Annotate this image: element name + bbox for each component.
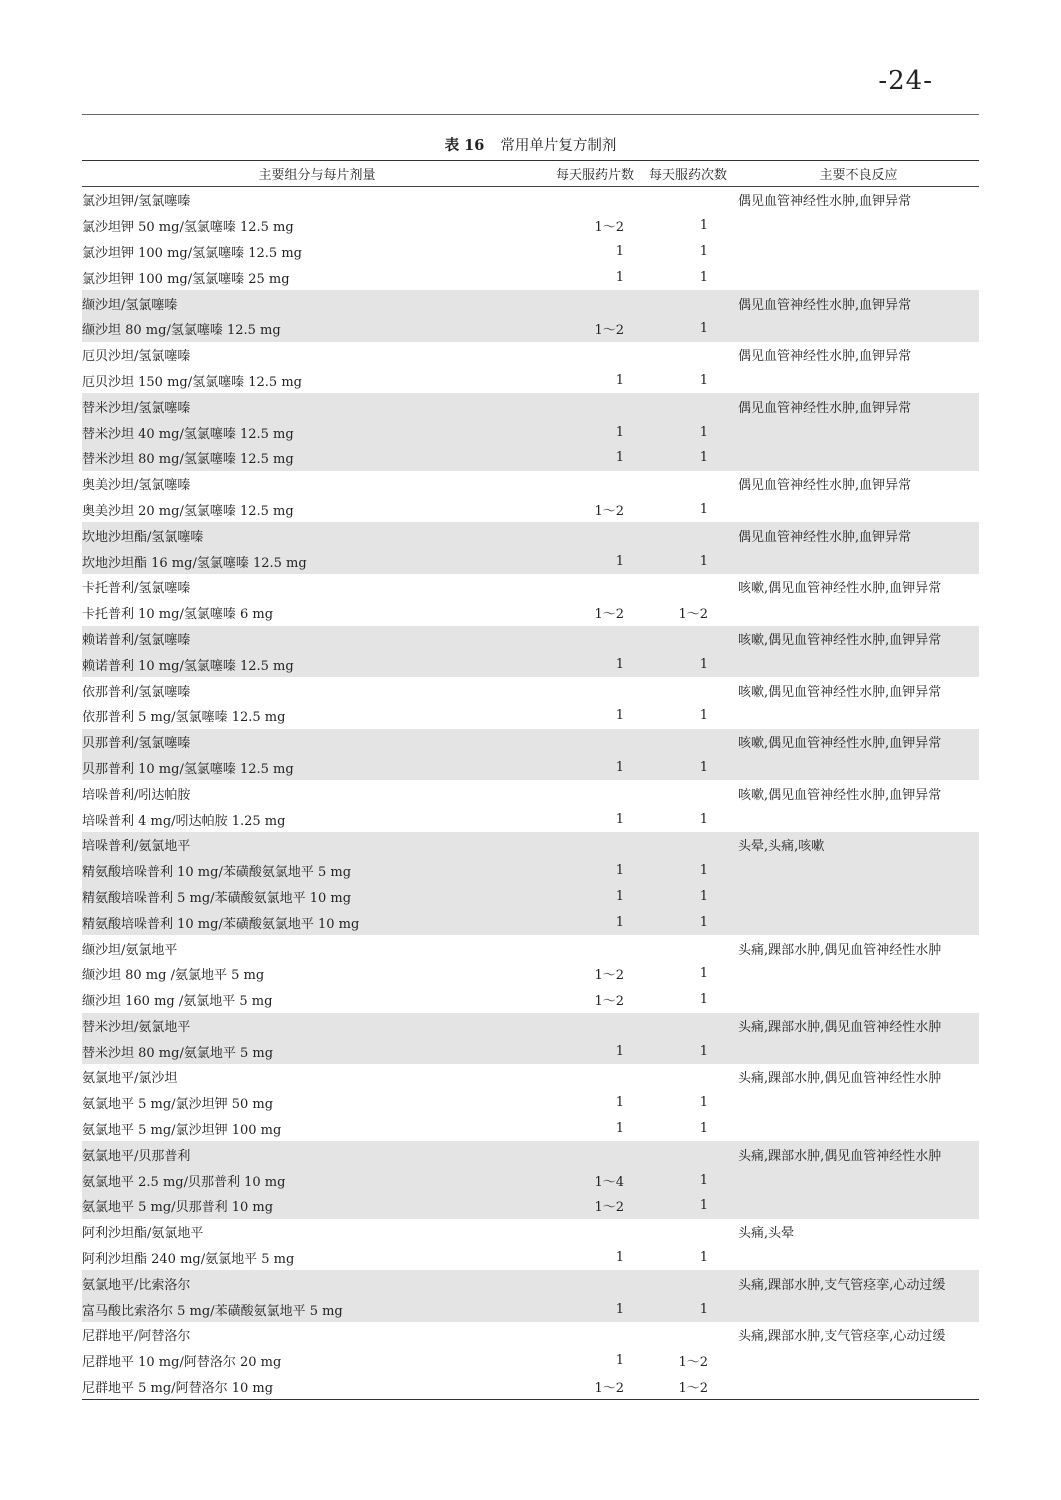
- dose-name: 缬沙坦 160 mg /氨氯地平 5 mg: [82, 994, 273, 1010]
- adverse-empty: [738, 909, 979, 935]
- doses-per-day: 1: [638, 755, 738, 781]
- table-row: [82, 961, 979, 987]
- group-frequency-empty: [638, 780, 738, 806]
- adverse-empty: [738, 703, 979, 729]
- tablets-per-day: 1～2: [594, 994, 624, 1010]
- drug-group: [82, 729, 979, 781]
- group-tablets-empty: [552, 393, 638, 419]
- adverse-empty: [738, 264, 979, 290]
- group-frequency-empty: [638, 393, 738, 419]
- header-tablets-per-day: 每天服药片数: [552, 161, 638, 187]
- group-tablets-empty: [552, 290, 638, 316]
- adverse-empty: [738, 1374, 979, 1400]
- table-row: [82, 1348, 979, 1374]
- group-header-row: [82, 1322, 979, 1348]
- dose-name: 替米沙坦 80 mg/氢氯噻嗪 12.5 mg: [82, 445, 552, 471]
- group-frequency-empty: [638, 626, 738, 652]
- group-frequency-empty: [638, 1013, 738, 1039]
- tablets-per-day: 1: [615, 1095, 624, 1111]
- table-number: 表 16: [444, 137, 485, 154]
- tablets-per-day: 1～2: [594, 968, 624, 984]
- doses-per-day: 1: [638, 316, 738, 342]
- adverse-empty: [738, 497, 979, 523]
- group-frequency-empty: [638, 522, 738, 548]
- adverse-empty: [738, 987, 979, 1013]
- group-name: 替米沙坦/氢氯噻嗪: [82, 393, 552, 419]
- group-header-row: [82, 1219, 979, 1245]
- drug-group: [82, 677, 979, 729]
- adverse-empty: [738, 1296, 979, 1322]
- doses-per-day: 1: [699, 1250, 708, 1266]
- drug-group: [82, 1064, 979, 1141]
- dose-name: 阿利沙坦酯 240 mg/氨氯地平 5 mg: [82, 1252, 295, 1268]
- tablets-per-day: 1: [615, 1353, 624, 1369]
- table-row: [82, 1296, 979, 1322]
- group-frequency-empty: [638, 1064, 738, 1090]
- group-tablets-empty: [552, 780, 638, 806]
- table-row: [82, 368, 979, 394]
- table-row: [82, 1116, 979, 1142]
- adverse-empty: [738, 651, 979, 677]
- table-title: [82, 134, 979, 155]
- tablets-per-day: 1: [615, 372, 624, 388]
- dose-name: 替米沙坦 40 mg/氢氯噻嗪 12.5 mg: [82, 419, 552, 445]
- tablets-per-day: 1: [552, 419, 638, 445]
- table-row: [82, 213, 979, 239]
- group-frequency-empty: [638, 729, 738, 755]
- group-tablets-empty: [552, 187, 638, 213]
- group-name: 培哚普利/氨氯地平: [82, 832, 552, 858]
- drug-group: [82, 471, 979, 523]
- group-name: 氨氯地平/比索洛尔: [82, 1270, 552, 1296]
- tablets-per-day: 1: [615, 1250, 624, 1266]
- group-header-row: [82, 626, 979, 652]
- tablets-per-day: 1: [552, 651, 638, 677]
- group-adverse-reaction: 咳嗽,偶见血管神经性水肿,血钾异常: [738, 581, 942, 597]
- adverse-empty: [738, 961, 979, 987]
- group-header-row: [82, 290, 979, 316]
- group-name: 氯沙坦钾/氢氯噻嗪: [82, 194, 191, 210]
- table-row: [82, 239, 979, 265]
- drug-group: [82, 935, 979, 1012]
- tablets-per-day: 1: [552, 755, 638, 781]
- page-number: -24-: [878, 66, 933, 96]
- header-rule: [82, 114, 979, 115]
- group-tablets-empty: [552, 1013, 638, 1039]
- adverse-empty: [738, 1090, 979, 1116]
- group-adverse-reaction: 偶见血管神经性水肿,血钾异常: [738, 194, 912, 210]
- drug-group: [82, 832, 979, 935]
- group-tablets-empty: [552, 832, 638, 858]
- tablets-per-day: 1～2: [552, 316, 638, 342]
- adverse-empty: [738, 213, 979, 239]
- dose-name: 氨氯地平 5 mg/贝那普利 10 mg: [82, 1193, 552, 1219]
- group-name: 奥美沙坦/氢氯噻嗪: [82, 478, 191, 494]
- drug-group: [82, 574, 979, 626]
- group-adverse-reaction: 偶见血管神经性水肿,血钾异常: [738, 478, 912, 494]
- group-header-row: [82, 1013, 979, 1039]
- group-tablets-empty: [552, 574, 638, 600]
- dose-name: 尼群地平 5 mg/阿替洛尔 10 mg: [82, 1381, 274, 1397]
- adverse-empty: [738, 755, 979, 781]
- group-adverse-reaction: 偶见血管神经性水肿,血钾异常: [738, 290, 979, 316]
- adverse-empty: [738, 419, 979, 445]
- adverse-empty: [738, 368, 979, 394]
- drug-group: [82, 780, 979, 832]
- table-row: [82, 806, 979, 832]
- group-header-row: [82, 471, 979, 497]
- doses-per-day: 1: [699, 372, 708, 388]
- tablets-per-day: 1～2: [594, 1381, 624, 1397]
- group-frequency-empty: [638, 290, 738, 316]
- doses-per-day: 1: [699, 708, 708, 724]
- dose-name: 精氨酸培哚普利 5 mg/苯磺酸氨氯地平 10 mg: [82, 884, 552, 910]
- drug-group: [82, 342, 979, 394]
- dose-name: 赖诺普利 10 mg/氢氯噻嗪 12.5 mg: [82, 651, 552, 677]
- group-frequency-empty: [638, 935, 738, 961]
- doses-per-day: 1: [638, 858, 738, 884]
- adverse-empty: [738, 1245, 979, 1271]
- adverse-empty: [738, 1167, 979, 1193]
- tablets-per-day: 1: [552, 548, 638, 574]
- group-tablets-empty: [552, 1064, 638, 1090]
- drug-group: [82, 1141, 979, 1218]
- drug-group: [82, 1322, 979, 1400]
- group-adverse-reaction: 头痛,踝部水肿,偶见血管神经性水肿: [738, 1141, 979, 1167]
- adverse-empty: [738, 445, 979, 471]
- table-row: [82, 987, 979, 1013]
- group-header-row: [82, 1064, 979, 1090]
- group-adverse-reaction: 头痛,踝部水肿,偶见血管神经性水肿: [738, 942, 942, 958]
- group-frequency-empty: [638, 1141, 738, 1167]
- tablets-per-day: 1: [552, 1296, 638, 1322]
- doses-per-day: 1: [699, 966, 708, 982]
- group-tablets-empty: [552, 342, 638, 368]
- dose-name: 氯沙坦钾 50 mg/氢氯噻嗪 12.5 mg: [82, 220, 294, 236]
- group-name: 缬沙坦/氨氯地平: [82, 942, 178, 958]
- group-frequency-empty: [638, 342, 738, 368]
- header-adverse-reactions: 主要不良反应: [738, 161, 979, 187]
- group-name: 氨氯地平/贝那普利: [82, 1141, 552, 1167]
- table-row: [82, 1090, 979, 1116]
- adverse-empty: [738, 1038, 979, 1064]
- tablets-per-day: 1～4: [552, 1167, 638, 1193]
- group-tablets-empty: [552, 522, 638, 548]
- tablets-per-day: 1～2: [552, 1193, 638, 1219]
- group-name: 阿利沙坦酯/氨氯地平: [82, 1226, 204, 1242]
- group-adverse-reaction: 头痛,头晕: [738, 1226, 795, 1242]
- table-row: [82, 1193, 979, 1219]
- group-adverse-reaction: 咳嗽,偶见血管神经性水肿,血钾异常: [738, 729, 979, 755]
- table-row: [82, 1374, 979, 1400]
- tablets-per-day: 1: [615, 269, 624, 285]
- group-tablets-empty: [552, 729, 638, 755]
- doses-per-day: 1～2: [678, 1355, 708, 1371]
- group-header-row: [82, 780, 979, 806]
- dose-name: 氨氯地平 5 mg/氯沙坦钾 100 mg: [82, 1123, 282, 1139]
- group-name: 氨氯地平/氯沙坦: [82, 1071, 178, 1087]
- doses-per-day: 1: [638, 445, 738, 471]
- adverse-empty: [738, 239, 979, 265]
- group-header-row: [82, 935, 979, 961]
- table-title-text: 常用单片复方制剂: [500, 138, 617, 154]
- group-name: 贝那普利/氢氯噻嗪: [82, 729, 552, 755]
- group-adverse-reaction: 头晕,头痛,咳嗽: [738, 832, 979, 858]
- header-components: 主要组分与每片剂量: [82, 161, 552, 187]
- group-adverse-reaction: 头痛,踝部水肿,偶见血管神经性水肿: [738, 1013, 979, 1039]
- drug-group: [82, 626, 979, 678]
- group-name: 培哚普利/吲达帕胺: [82, 787, 191, 803]
- group-adverse-reaction: 头痛,踝部水肿,偶见血管神经性水肿: [738, 1071, 942, 1087]
- group-header-row: [82, 187, 979, 213]
- drug-group: [82, 522, 979, 574]
- group-frequency-empty: [638, 1219, 738, 1245]
- table-row: [82, 1245, 979, 1271]
- group-name: 卡托普利/氢氯噻嗪: [82, 581, 191, 597]
- group-tablets-empty: [552, 1141, 638, 1167]
- dose-name: 富马酸比索洛尔 5 mg/苯磺酸氨氯地平 5 mg: [82, 1296, 552, 1322]
- table-row: [82, 419, 979, 445]
- tablets-per-day: 1～2: [594, 220, 624, 236]
- dose-name: 培哚普利 4 mg/吲达帕胺 1.25 mg: [82, 813, 286, 829]
- tablets-per-day: 1: [552, 858, 638, 884]
- group-adverse-reaction: 偶见血管神经性水肿,血钾异常: [738, 522, 979, 548]
- drug-group: [82, 290, 979, 342]
- drug-group: [82, 393, 979, 470]
- group-adverse-reaction: 头痛,踝部水肿,支气管痉挛,心动过缓: [738, 1329, 946, 1345]
- group-frequency-empty: [638, 832, 738, 858]
- tablets-per-day: 1: [552, 909, 638, 935]
- group-tablets-empty: [552, 471, 638, 497]
- group-name: 缬沙坦/氢氯噻嗪: [82, 290, 552, 316]
- dose-name: 氯沙坦钾 100 mg/氢氯噻嗪 25 mg: [82, 271, 290, 287]
- table-row: [82, 703, 979, 729]
- drug-group: [82, 1013, 979, 1065]
- dose-name: 替米沙坦 80 mg/氨氯地平 5 mg: [82, 1038, 552, 1064]
- tablets-per-day: 1: [552, 1038, 638, 1064]
- dose-name: 精氨酸培哚普利 10 mg/苯磺酸氨氯地平 5 mg: [82, 858, 552, 884]
- table-row: [82, 755, 979, 781]
- tablets-per-day: 1: [615, 708, 624, 724]
- dose-name: 缬沙坦 80 mg /氨氯地平 5 mg: [82, 968, 265, 984]
- group-adverse-reaction: 头痛,踝部水肿,支气管痉挛,心动过缓: [738, 1270, 979, 1296]
- group-tablets-empty: [552, 626, 638, 652]
- doses-per-day: 1～2: [678, 607, 708, 623]
- group-tablets-empty: [552, 935, 638, 961]
- group-header-row: [82, 677, 979, 703]
- dose-name: 贝那普利 10 mg/氢氯噻嗪 12.5 mg: [82, 755, 552, 781]
- table-row: [82, 858, 979, 884]
- doses-per-day: 1: [638, 651, 738, 677]
- doses-per-day: 1: [638, 1167, 738, 1193]
- group-adverse-reaction: 咳嗽,偶见血管神经性水肿,血钾异常: [738, 626, 979, 652]
- doses-per-day: 1: [638, 548, 738, 574]
- dose-name: 厄贝沙坦 150 mg/氢氯噻嗪 12.5 mg: [82, 374, 302, 390]
- table-row: [82, 1038, 979, 1064]
- group-name: 赖诺普利/氢氯噻嗪: [82, 626, 552, 652]
- tablets-per-day: 1: [615, 811, 624, 827]
- dose-name: 缬沙坦 80 mg/氢氯噻嗪 12.5 mg: [82, 316, 552, 342]
- group-header-row: [82, 1270, 979, 1296]
- doses-per-day: 1: [699, 1095, 708, 1111]
- adverse-empty: [738, 1348, 979, 1374]
- doses-per-day: 1: [699, 243, 708, 259]
- table-row: [82, 884, 979, 910]
- drug-group: [82, 1219, 979, 1271]
- dose-name: 坎地沙坦酯 16 mg/氢氯噻嗪 12.5 mg: [82, 548, 552, 574]
- adverse-empty: [738, 858, 979, 884]
- adverse-empty: [738, 1116, 979, 1142]
- group-name: 厄贝沙坦/氢氯噻嗪: [82, 349, 191, 365]
- table-header-row: [82, 161, 979, 187]
- table-row: [82, 264, 979, 290]
- dose-name: 尼群地平 10 mg/阿替洛尔 20 mg: [82, 1355, 282, 1371]
- group-name: 替米沙坦/氨氯地平: [82, 1013, 552, 1039]
- doses-per-day: 1: [638, 419, 738, 445]
- doses-per-day: 1: [638, 1296, 738, 1322]
- group-frequency-empty: [638, 677, 738, 703]
- dose-name: 氨氯地平 2.5 mg/贝那普利 10 mg: [82, 1167, 552, 1193]
- adverse-empty: [738, 600, 979, 626]
- header-doses-per-day: 每天服药次数: [638, 161, 738, 187]
- compound-drug-table: [82, 160, 979, 1400]
- group-adverse-reaction: 咳嗽,偶见血管神经性水肿,血钾异常: [738, 787, 942, 803]
- tablets-per-day: 1: [552, 445, 638, 471]
- group-name: 依那普利/氢氯噻嗪: [82, 684, 191, 700]
- group-adverse-reaction: 咳嗽,偶见血管神经性水肿,血钾异常: [738, 684, 942, 700]
- group-header-row: [82, 729, 979, 755]
- tablets-per-day: 1～2: [594, 503, 624, 519]
- doses-per-day: 1: [699, 269, 708, 285]
- group-frequency-empty: [638, 574, 738, 600]
- group-header-row: [82, 342, 979, 368]
- dose-name: 依那普利 5 mg/氢氯噻嗪 12.5 mg: [82, 710, 286, 726]
- doses-per-day: 1: [699, 501, 708, 517]
- group-name: 尼群地平/阿替洛尔: [82, 1329, 191, 1345]
- group-adverse-reaction: 偶见血管神经性水肿,血钾异常: [738, 349, 912, 365]
- group-header-row: [82, 393, 979, 419]
- doses-per-day: 1: [699, 992, 708, 1008]
- dose-name: 氨氯地平 5 mg/氯沙坦钾 50 mg: [82, 1097, 274, 1113]
- adverse-empty: [738, 1193, 979, 1219]
- table-row: [82, 316, 979, 342]
- dose-name: 奥美沙坦 20 mg/氢氯噻嗪 12.5 mg: [82, 503, 294, 519]
- group-adverse-reaction: 偶见血管神经性水肿,血钾异常: [738, 393, 979, 419]
- doses-per-day: 1: [699, 811, 708, 827]
- doses-per-day: 1: [699, 1121, 708, 1137]
- group-name: 坎地沙坦酯/氢氯噻嗪: [82, 522, 552, 548]
- table-row: [82, 651, 979, 677]
- drug-group: [82, 187, 979, 291]
- group-header-row: [82, 1141, 979, 1167]
- doses-per-day: 1: [638, 884, 738, 910]
- dose-name: 精氨酸培哚普利 10 mg/苯磺酸氨氯地平 10 mg: [82, 909, 552, 935]
- drug-group: [82, 1270, 979, 1322]
- group-tablets-empty: [552, 1219, 638, 1245]
- group-frequency-empty: [638, 471, 738, 497]
- group-frequency-empty: [638, 187, 738, 213]
- doses-per-day: 1～2: [678, 1381, 708, 1397]
- group-tablets-empty: [552, 1270, 638, 1296]
- adverse-empty: [738, 548, 979, 574]
- doses-per-day: 1: [638, 909, 738, 935]
- doses-per-day: 1: [638, 1193, 738, 1219]
- dose-name: 氯沙坦钾 100 mg/氢氯噻嗪 12.5 mg: [82, 245, 302, 261]
- table-row: [82, 1167, 979, 1193]
- tablets-per-day: 1～2: [594, 607, 624, 623]
- group-tablets-empty: [552, 677, 638, 703]
- adverse-empty: [738, 316, 979, 342]
- group-tablets-empty: [552, 1322, 638, 1348]
- table-row: [82, 445, 979, 471]
- group-header-row: [82, 832, 979, 858]
- table-row: [82, 548, 979, 574]
- tablets-per-day: 1: [615, 1121, 624, 1137]
- group-frequency-empty: [638, 1270, 738, 1296]
- adverse-empty: [738, 806, 979, 832]
- adverse-empty: [738, 884, 979, 910]
- table-row: [82, 497, 979, 523]
- table-row: [82, 909, 979, 935]
- group-header-row: [82, 522, 979, 548]
- table-row: [82, 600, 979, 626]
- tablets-per-day: 1: [552, 884, 638, 910]
- group-header-row: [82, 574, 979, 600]
- dose-name: 卡托普利 10 mg/氢氯噻嗪 6 mg: [82, 607, 274, 623]
- group-frequency-empty: [638, 1322, 738, 1348]
- doses-per-day: 1: [638, 1038, 738, 1064]
- doses-per-day: 1: [699, 218, 708, 234]
- tablets-per-day: 1: [615, 243, 624, 259]
